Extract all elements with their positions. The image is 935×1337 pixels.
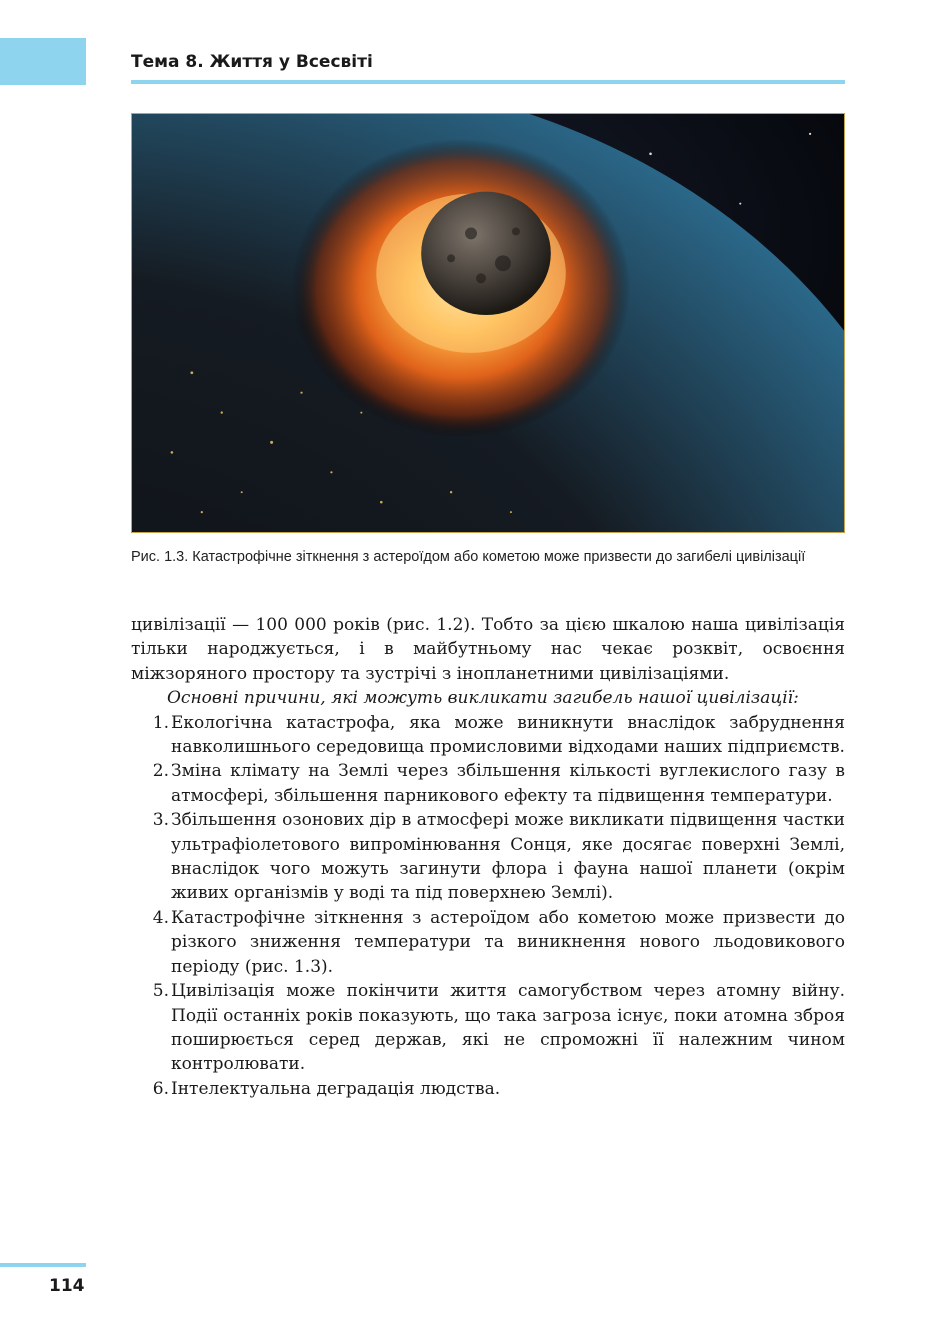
list-item-text: Інтелектуальна деградація людства. bbox=[171, 1078, 501, 1099]
asteroid-impact-illustration bbox=[131, 113, 845, 533]
list-item-text: Цивілізація може покінчити життя самогубством через атомну війну. Події останніх років показують, що така загроза існує, поки атомна зброя поширюється серед держав, які не спроможні її належним чином контролювати. bbox=[171, 981, 845, 1075]
list-item-number: 2. bbox=[152, 761, 169, 782]
list-item-number: 4. bbox=[152, 907, 169, 928]
list-item bbox=[131, 711, 845, 760]
list-item bbox=[131, 979, 845, 1077]
list-item bbox=[131, 759, 845, 808]
paragraph-continuation: цивілізації — 100 000 років (рис. 1.2). Тобто за цією шкалою наша цивілізація тільки народжується, і в майбутньому нас чекає розквіт, освоєння міжзоряного простору та зустрічі з інопланетними цивілізаціями. bbox=[131, 615, 845, 684]
list-item-number: 3. bbox=[152, 810, 169, 831]
list-item-text: Катастрофічне зіткнення з астероїдом або кометою може призвести до різкого зниження температури та виникнення нового льодовикового періоду (рис. 1.3). bbox=[171, 907, 845, 977]
main-text bbox=[131, 613, 845, 1101]
header-accent-block bbox=[0, 38, 86, 85]
causes-intro: Основні причини, які можуть викликати загибель нашої цивілізації: bbox=[167, 688, 799, 709]
list-item-number: 5. bbox=[152, 981, 169, 1002]
list-item bbox=[131, 906, 845, 979]
list-item-text: Збільшення озонових дір в атмосфері може викликати підвищення частки ультрафіолетового випромінювання Сонця, яке досягає поверхні Землі, внаслідок чого можуть загинути флора і фауна нашої планети (окрім живих організмів у воді та під поверхнею Землі). bbox=[171, 810, 845, 904]
figure-caption: Рис. 1.3. Катастрофічне зіткнення з астероїдом або кометою може призвести до загибелі цивілізації bbox=[131, 549, 806, 565]
asteroid-impact-image bbox=[132, 114, 844, 532]
list-item-text: Екологічна катастрофа, яка може виникнути внаслідок забруднення навколишнього середовища промисловими відходами наших підприємств. bbox=[171, 712, 845, 758]
page-title: Тема 8. Життя у Всесвіті bbox=[131, 52, 373, 72]
page-number: 114 bbox=[49, 1276, 85, 1296]
footer-divider bbox=[0, 1263, 86, 1267]
header-divider bbox=[131, 80, 845, 84]
list-item bbox=[131, 808, 845, 906]
causes-list bbox=[131, 711, 845, 1102]
list-item-number: 6. bbox=[152, 1078, 169, 1099]
list-item-number: 1. bbox=[152, 712, 169, 733]
list-item bbox=[131, 1077, 845, 1101]
list-item-text: Зміна клімату на Землі через збільшення кількості вуглекислого газу в атмосфері, збільшення парникового ефекту та підвищення температури. bbox=[171, 761, 845, 806]
